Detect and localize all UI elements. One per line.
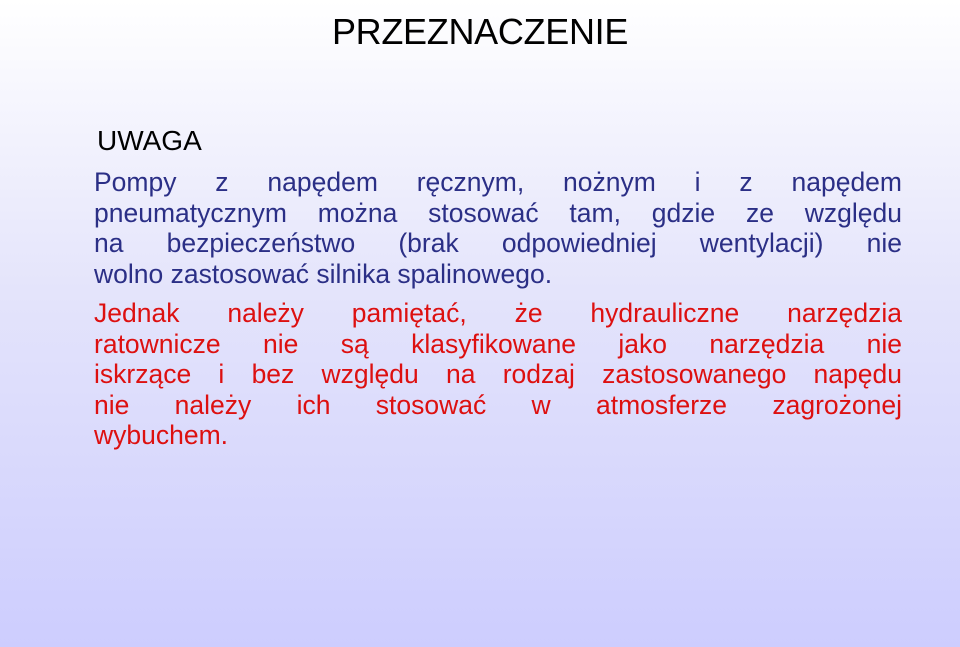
paragraph-line: iskrzące i bez względu na rodzaj zastosowanego napędu	[94, 359, 902, 389]
paragraph-line: Pompy z napędem ręcznym, nożnym i z napędem	[94, 167, 902, 197]
paragraph-line: wybuchem.	[94, 420, 229, 450]
paragraph-line: ratownicze nie są klasyfikowane jako narzędzia nie	[94, 328, 902, 359]
warning-heading: UWAGA	[97, 125, 202, 156]
slide-title: PRZEZNACZENIE	[331, 11, 629, 52]
paragraph-line: na bezpieczeństwo (brak odpowiedniej wentylacji) nie	[94, 228, 902, 258]
paragraph-line: nie należy ich stosować w atmosferze zagrożonej	[94, 389, 902, 420]
paragraph-line: wolno zastosować silnika spalinowego.	[94, 258, 553, 289]
paragraph-line: pneumatycznym można stosować tam, gdzie ze względu	[94, 197, 902, 228]
paragraph-warning-sparking	[94, 298, 902, 451]
paragraph-pump-usage	[94, 167, 902, 289]
paragraph-line: Jednak należy pamiętać, że hydrauliczne narzędzia	[94, 298, 902, 328]
